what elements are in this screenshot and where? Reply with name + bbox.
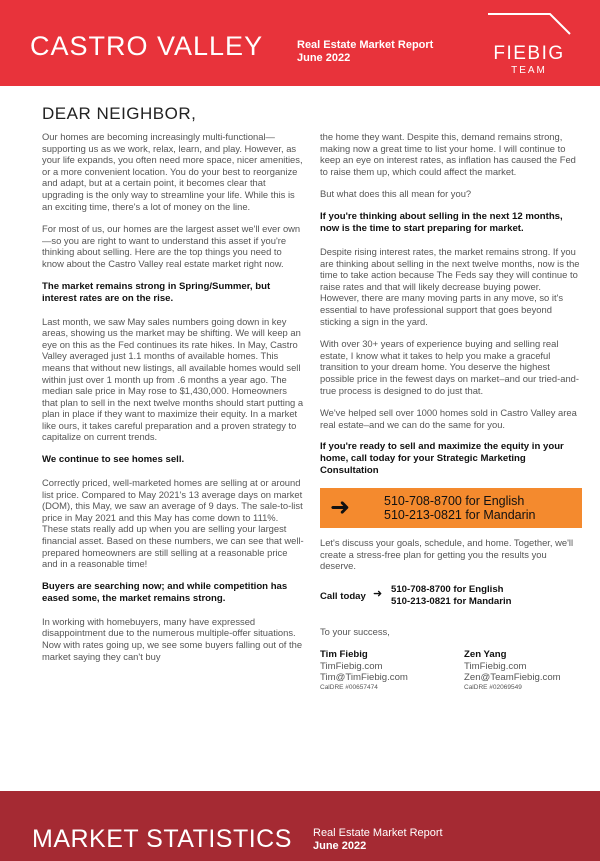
report-line-2: June 2022 [297,52,351,64]
agent-card [464,649,594,692]
signatures [320,649,582,697]
market-strong-heading: The market remains strong in Spring/Summer, but interest rates are on the rise. [42,280,271,304]
footer-report-line-2: June 2022 [313,840,367,852]
footer-report-line-1: Real Estate Market Report [313,827,443,839]
question-paragraph: But what does this all mean for you? [320,188,472,200]
report-line-1: Real Estate Market Report [297,39,434,51]
closing-text: To your success, [320,626,390,638]
city-title: CASTRO VALLEY [30,31,264,61]
header-banner [0,0,600,86]
arrow-right-icon: ➜ [330,494,351,522]
continued-paragraph: the home they want. Despite this, demand remains strong, making now a great time to list your home. I will continue to keep an eye on interest rates, as inflation has caused the Fed to raise them up, which could affect the market. [320,131,576,177]
call-numbers [391,584,512,608]
cta-numbers [384,494,536,522]
footer-report-title [313,827,443,853]
phone-cta-box[interactable] [320,488,582,528]
call-today-row [320,583,582,613]
logo-team: TEAM [511,65,547,76]
agent-card [320,649,450,692]
fiebig-team-logo [484,12,584,78]
agent-email[interactable]: Zen@TeamFiebig.com [464,671,561,683]
logo-name: FIEBIG [493,43,565,64]
days-on-market-paragraph: Correctly priced, well-marketed homes are selling at or around list price. Compared to May 2021's 13 average days on market (DOM), this May, we saw an average of 9 days. The sale-to-list price in May 2021 and this May has come down to 111%. These stats really add up when you are selling your largest financial asset. Based on these numbers, we can see that well-prepared homeowners are still selling at a reasonable price and in a reasonable time! [42,477,304,570]
left-column [42,131,304,673]
discuss-paragraph: Let's discuss your goals, schedule, and home. Together, we'll create a stress-free plan for getting you the results you deserve. [320,537,574,572]
agent-website[interactable]: TimFiebig.com [320,660,383,672]
arrow-right-icon: ➜ [373,588,383,601]
rates-paragraph: Despite rising interest rates, the market remains strong. If you are thinking about selling in the next twelve months, now is the time to take action because The Feds say they will continue to raise rates and that will likely decrease buying power. However, there are many moving parts in any move, so it's essential to have professional support that goes beyond sticking a sign in the yard. [320,245,580,327]
market-statistics-title: MARKET STATISTICS [32,825,292,853]
footer-banner [0,791,600,861]
asset-paragraph: For most of us, our homes are the largest asset we'll ever own—so you are right to want to understand this asset if you're thinking about selling. Here are the top things you need to know about the Castro Valley real estate market right now. [42,223,301,269]
market-stats-paragraph: Last month, we saw May sales numbers going down in key areas, showing us the market may be shifting. We will keep an eye on this as the Fed continues its rate hikes. In May, Castro Valley averaged just 1.1 months of available homes. This means that without new listings, all available homes would sell within just over 1 month up from .6 months a year ago. The median sale price in May rose to $1,430,000. Homeowners that plan to sell in the next twelve months should start putting a plan in place if they want to maximize their equity. In a market like ours, it takes careful preparation and a proven strategy to capitalize on current trends. [42,315,304,443]
call-english-number[interactable]: 510-708-8700 for English [391,584,504,596]
agent-name: Zen Yang [464,648,507,660]
cta-english-number[interactable]: 510-708-8700 for English [384,494,525,509]
consultation-heading: If you're ready to sell and maximize the equity in your home, call today for your Strategic Marketing Consultation [320,441,564,477]
homebuyers-paragraph: In working with homebuyers, many have expressed disappointment due to the numerous multiple-offer situations. Now with rates going up, we see some buyers falling out of the market saying they can't buy [42,615,303,662]
roof-icon [484,12,574,46]
selling-heading: If you're thinking about selling in the next 12 months, now is the time to start preparing for market. [320,210,563,234]
buyers-heading: Buyers are searching now; and while competition has eased some, the market remains strong. [42,580,288,604]
agent-website[interactable]: TimFiebig.com [464,660,527,672]
homes-sell-heading: We continue to see homes sell. [42,454,185,466]
agent-license: CalDRE #02069549 [464,683,522,691]
cta-mandarin-number[interactable]: 510-213-0821 for Mandarin [384,508,536,523]
right-column [320,131,582,697]
agent-license: CalDRE #00657474 [320,683,378,691]
greeting-heading: DEAR NEIGHBOR, [42,104,197,123]
agent-name: Tim Fiebig [320,648,368,660]
homes-sold-paragraph: We've helped sell over 1000 homes sold in Castro Valley area real estate–and we can do the same for you. [320,407,577,430]
experience-paragraph: With over 30+ years of experience buying and selling real estate, I know what it takes to help you make a graceful transition to your dream home. You deserve the highest possible price in the fewest days on market–and our tried-and-true process is designed to do just that. [320,338,579,396]
call-today-label: Call today [320,591,366,603]
report-title [297,39,433,65]
agent-email[interactable]: Tim@TimFiebig.com [320,671,408,683]
intro-paragraph: Our homes are becoming increasingly multi-functional—supporting us as we work, relax, learn, and play. However, as your life expands, you often need more space, nicer amenities, or a more convenient location. You do your best to reorganize and adapt, but at a certain point, it becomes clear that upgrading is the only way to streamline your life. While this is an exciting time, there's a lot of money on the line. [42,131,303,212]
call-mandarin-number[interactable]: 510-213-0821 for Mandarin [391,596,512,608]
